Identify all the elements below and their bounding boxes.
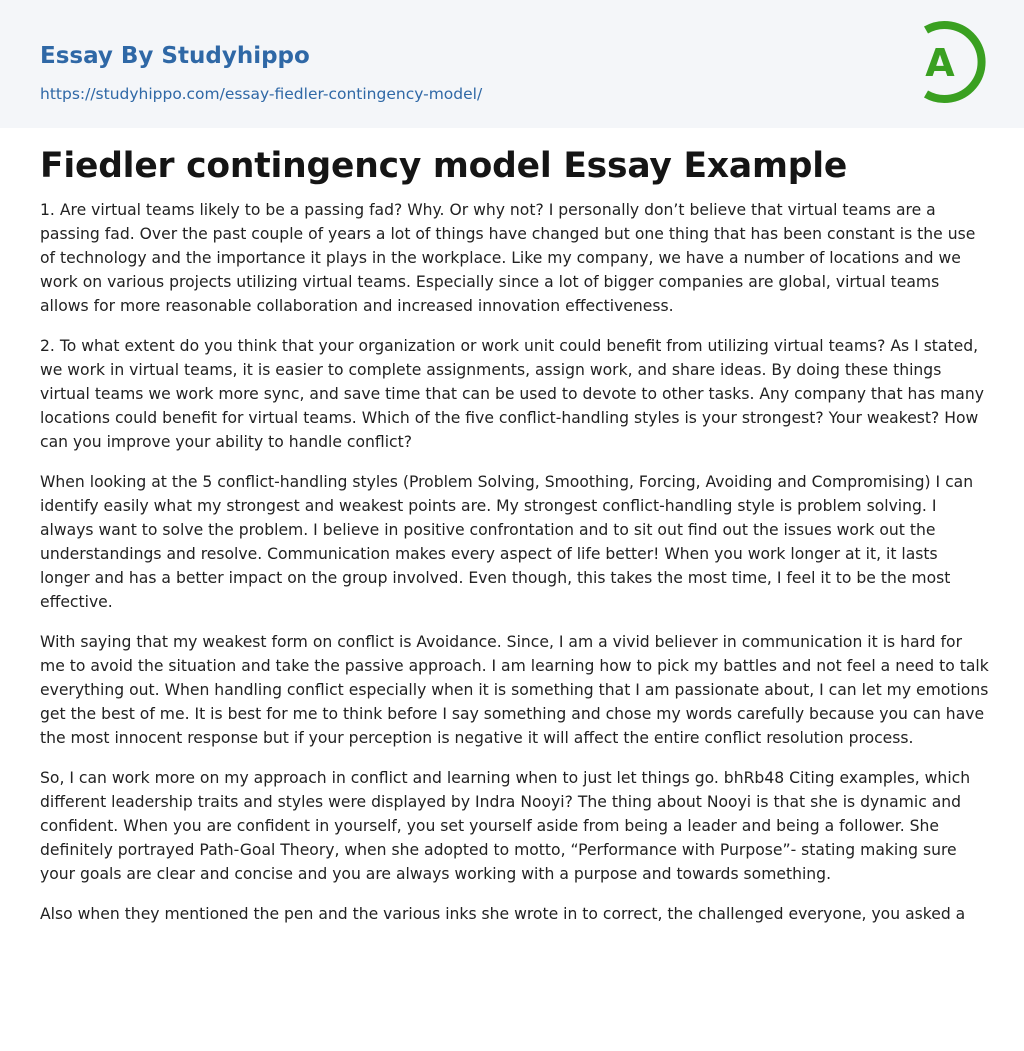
- paragraph-3: When looking at the 5 conflict-handling styles (Problem Solving, Smoothing, Forcing, Avoiding and Compromising) I can identify easily what my strongest and weakest points are. My strongest conflict-handling style is problem solving. I always want to solve the problem. I believe in positive confrontation and to sit out find out the issues work out the understandings and resolve. Communication makes every aspect of life better! When you work longer at it, it lasts longer and has a better impact on the group involved. Even though, this takes the most time, I feel it to be the most effective.: [40, 473, 974, 611]
- page-url-link[interactable]: https://studyhippo.com/essay-fiedler-contingency-model/: [40, 85, 483, 103]
- site-header: [0, 0, 1024, 128]
- article: [40, 140, 990, 942]
- paragraph-1: 1. Are virtual teams likely to be a passing fad? Why. Or why not? I personally don’t believe that virtual teams are a passing fad. Over the past couple of years a lot of things have changed but one thing that has been constant is the use of technology and the importance it plays in the workplace. Like my company, we have a number of locations and we work on various projects utilizing virtual teams. Especially since a lot of bigger companies are global, virtual teams allows for more reasonable collaboration and increased innovation effectiveness.: [40, 201, 976, 315]
- paragraph-5: So, I can work more on my approach in conflict and learning when to just let things go. bhRb48 Citing examples, which different leadership traits and styles were displayed by Indra Nooyi? The thing about Nooyi is that she is dynamic and confident. When you are confident in yourself, you set yourself aside from being a leader and being a follower. She definitely portrayed Path-Goal Theory, when she adopted to motto, “Performance with Purpose”- stating making sure your goals are clear and concise and you are always working with a purpose and towards something.: [40, 769, 971, 883]
- page-title: Fiedler contingency model Essay Example: [40, 146, 848, 186]
- paragraph-4: With saying that my weakest form on conflict is Avoidance. Since, I am a vivid believer in communication it is hard for me to avoid the situation and take the passive approach. I am learning how to pick my battles and not feel a need to talk everything out. When handling conflict especially when it is something that I am passionate about, I can let my emotions get the best of me. It is best for me to think before I say something and chose my words carefully because you can have the most innocent response but if your perception is negative it will affect the entire conflict resolution process.: [40, 633, 989, 747]
- logo-letter: A: [925, 41, 955, 85]
- paragraph-2: 2. To what extent do you think that your organization or work unit could benefit from utilizing virtual teams? As I stated, we work in virtual teams, it is easier to complete assignments, assign work, and share ideas. By doing these things virtual teams we work more sync, and save time that can be used to devote to other tasks. Any company that has many locations could benefit for virtual teams. Which of the five conflict-handling styles is your strongest? Your weakest? How can you improve your ability to handle conflict?: [40, 337, 984, 451]
- paragraph-6: Also when they mentioned the pen and the various inks she wrote in to correct, the challenged everyone, you asked a: [40, 905, 966, 923]
- site-brand[interactable]: Essay By Studyhippo: [40, 43, 310, 69]
- studyhippo-logo-icon[interactable]: [912, 18, 988, 106]
